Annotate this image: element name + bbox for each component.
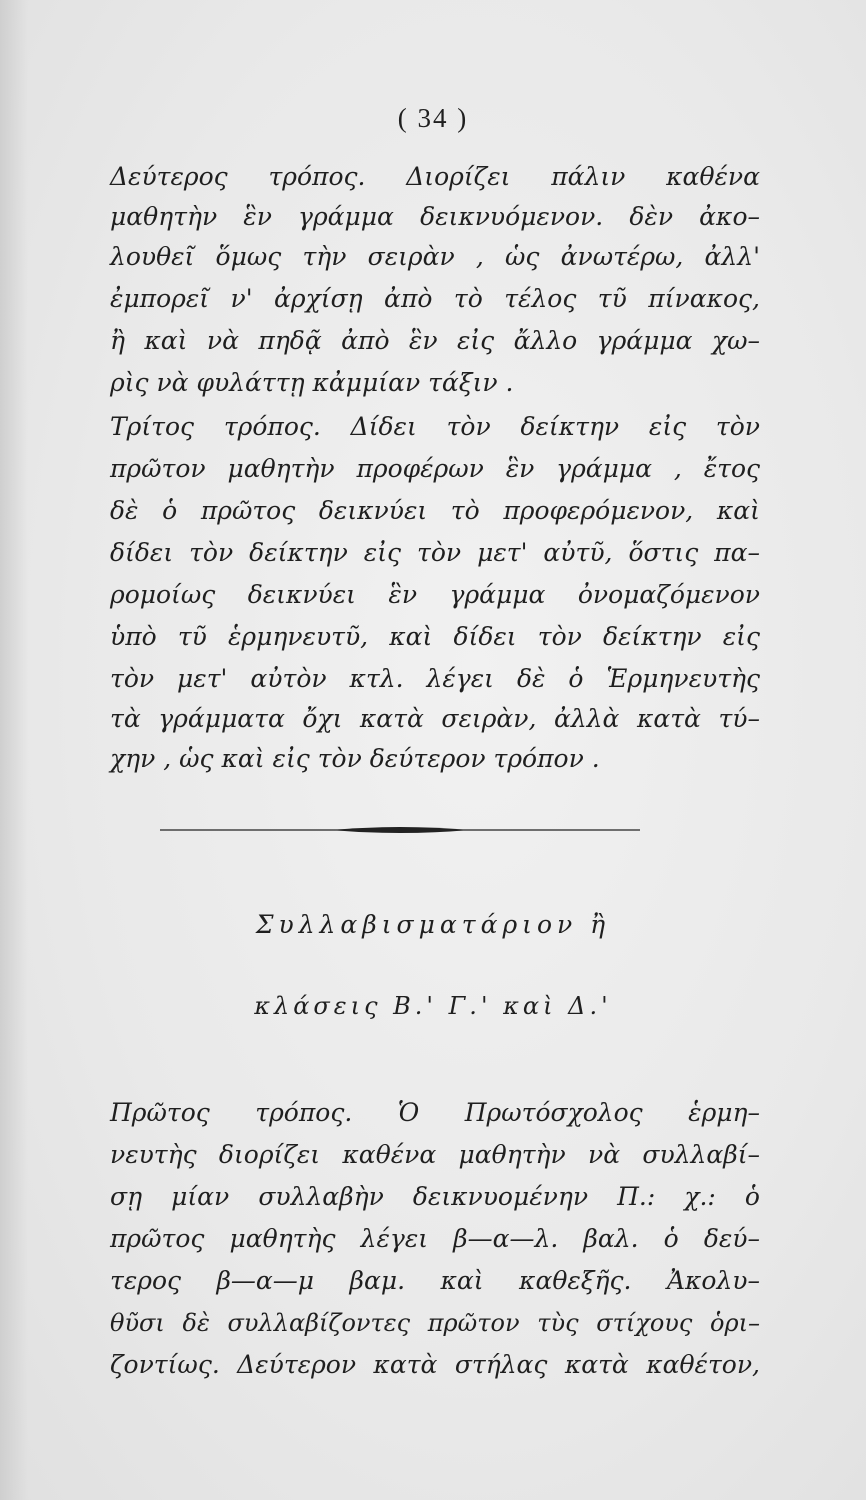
page-edge-shadow [0,0,28,1500]
text-line: δίδει τὸν δείκτην εἰς τὸν μετ' αὐτῦ, ὅστις πα– [110,538,760,567]
text-line: δὲ ὁ πρῶτος δεικνύει τὸ προφερόμενον, καὶ [110,496,760,525]
text-line: ρὶς νὰ φυλάττῃ κἀμμίαν τάξιν . [110,368,514,397]
text-line: τὸν μετ' αὐτὸν κτλ. λέγει δὲ ὁ Ἑρμηνευτὴς [110,664,760,693]
text-line: ὑπὸ τῦ ἑρμηνευτῦ, καὶ δίδει τὸν δείκτην εἰς [110,622,760,651]
text-line: ζοντίως. Δεύτερον κατὰ στήλας κατὰ καθέτον, [110,1350,760,1379]
text-line: Τρίτος τρόπος. Δίδει τὸν δείκτην εἰς τὸν [110,412,760,441]
text-line: τερος β—α—μ βαμ. καὶ καθεξῆς. Ἀκολυ– [110,1266,760,1295]
text-line: ἐμπορεῖ ν' ἀρχίσῃ ἀπὸ τὸ τέλος τῦ πίνακος, [110,284,760,313]
section-subheading: κλάσεις Β.' Γ.' καὶ Δ.' [254,992,612,1020]
text-line: ρομοίως δεικνύει ἓν γράμμα ὀνομαζόμενον [110,580,760,609]
ornamental-rule [160,825,640,835]
text-line: Πρῶτος τρόπος. Ὁ Πρωτόσχολος ἑρμη– [110,1098,760,1127]
text-line: τὰ γράμματα ὄχι κατὰ σειρὰν, ἀλλὰ κατὰ τύ– [110,704,760,733]
text-line: πρῶτον μαθητὴν προφέρων ἓν γράμμα , ἔτος [110,454,760,483]
text-line: πρῶτος μαθητὴς λέγει β—α—λ. βαλ. ὁ δεύ– [110,1224,760,1253]
text-line: νευτὴς διορίζει καθένα μαθητὴν νὰ συλλαβί– [110,1140,760,1169]
page-number: ( 34 ) [397,103,469,133]
section-heading: Συλλαβισματάριον ἢ [255,910,611,939]
text-line: θῦσι δὲ συλλαβίζοντες πρῶτον τὺς στίχους ὁρι– [110,1309,760,1337]
text-line: λουθεῖ ὅμως τὴν σειρὰν , ὡς ἀνωτέρω, ἀλλ' [110,242,760,271]
text-line: ἢ καὶ νὰ πηδᾷ ἀπὸ ἓν εἰς ἄλλο γράμμα χω– [110,326,760,355]
text-line: Δεύτερος τρόπος. Διορίζει πάλιν καθένα [110,162,760,191]
text-line: χην , ὡς καὶ εἰς τὸν δεύτερον τρόπον . [110,744,600,773]
text-line: μαθητὴν ἓν γράμμα δεικνυόμενον. δὲν ἀκο– [110,202,760,231]
text-line: σῃ μίαν συλλαβὴν δεικνυομένην Π.: χ.: ὁ [110,1182,760,1211]
